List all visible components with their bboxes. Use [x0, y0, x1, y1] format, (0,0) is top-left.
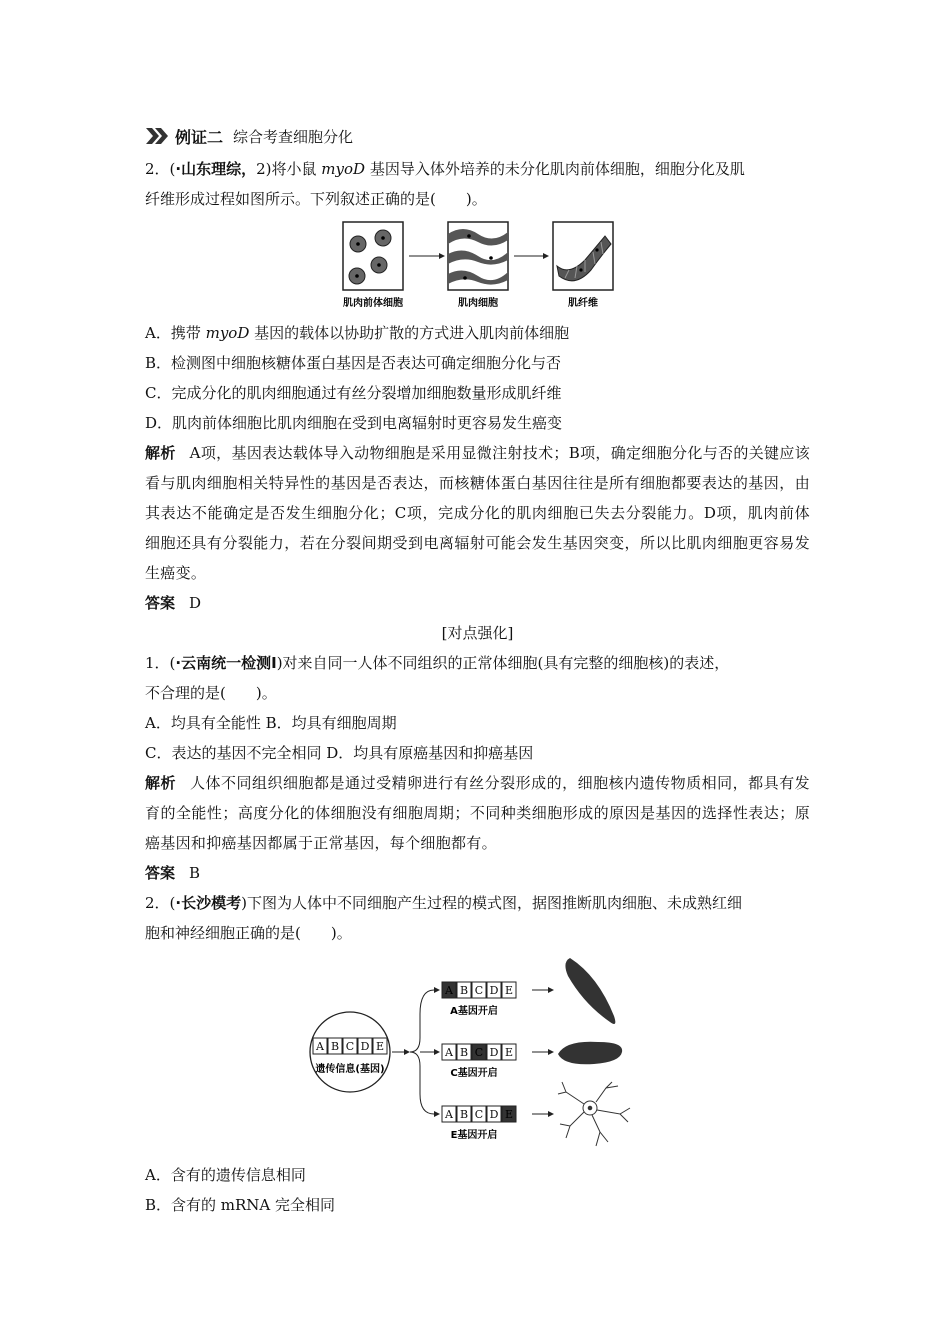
muscle-cell-shape [565, 958, 615, 1024]
figure-label-muscle-cell: 肌肉细胞 [457, 298, 498, 309]
q1-analysis: 解析 A项，基因表达载体导入动物细胞是采用显微注射技术；B项，确定细胞分化与否的关键应该看与肌肉细胞相关特异性的基因是否表达，而核糖体蛋白基因往往是所有细胞都要表达的基因，由其表达不能确定是否发生细胞分化；C项，完成分化的肌肉细胞已失去分裂能力。D项，肌肉前体细胞还具有分裂能力，若在分裂间期受到电离辐射可能会发生基因突变，所以比肌肉细胞更容易发生癌变。 [145, 444, 810, 582]
genetic-info-label: 遗传信息(基因) [314, 1064, 385, 1075]
muscle-differentiation-figure [333, 220, 623, 312]
heading-sub: 综合考查细胞分化 [233, 127, 354, 146]
q3-option-a: A．含有的遗传信息相同 [145, 1166, 306, 1184]
q1-source: ·山东理综， [175, 160, 257, 178]
q1-option-c: C．完成分化的肌肉细胞通过有丝分裂增加细胞数量形成肌纤维 [145, 384, 562, 402]
source-gene-letter-c: C [345, 1040, 354, 1053]
heading-main: 例证二 [175, 127, 224, 147]
q2-stem-line2: 不合理的是( )。 [145, 684, 277, 702]
branch-label-a: A基因开启 [449, 1006, 498, 1017]
q2-source: ·云南统一检测Ⅰ [175, 654, 277, 672]
source-gene-letter-b: B [330, 1040, 339, 1053]
branch-2-gene-letter-c: C [474, 1108, 483, 1121]
branch-0-gene-letter-a: A [444, 984, 453, 997]
branch-2-gene-letter-e: E [504, 1108, 513, 1121]
branch-2-gene-letter-d: D [489, 1108, 498, 1121]
q2-options-ab: A．均具有全能性 B．均具有细胞周期 [145, 714, 397, 732]
branch-label-e: E基因开启 [450, 1130, 497, 1141]
branch-2-gene-letter-b: B [459, 1108, 468, 1121]
branch-1-gene-letter-c: C [474, 1046, 483, 1059]
q3-option-b: B．含有的 mRNA 完全相同 [145, 1196, 336, 1214]
source-gene-letter-e: E [375, 1040, 384, 1053]
branch-0-gene-letter-b: B [459, 984, 468, 997]
q2-options-cd: C．表达的基因不完全相同 D．均具有原癌基因和抑癌基因 [145, 744, 534, 762]
branch-0-gene-letter-c: C [474, 984, 483, 997]
section-title: [对点强化] [441, 624, 514, 642]
q1-option-b: B．检测图中细胞核糖体蛋白基因是否表达可确定细胞分化与否 [145, 354, 562, 372]
branch-label-c: C基因开启 [449, 1068, 498, 1079]
answer-label: 答案 [145, 594, 176, 612]
branch-1-gene-letter-a: A [444, 1046, 453, 1059]
document-page [145, 118, 810, 1220]
branch-0-gene-letter-d: D [489, 984, 498, 997]
analysis-label: 解析 [145, 444, 176, 462]
gene-expression-figure [308, 954, 648, 1154]
q3-source: ·长沙模考 [175, 894, 242, 912]
branch-1-gene-letter-d: D [489, 1046, 498, 1059]
q1-gene: myoD [321, 160, 366, 178]
q1-answer: 答案 D [145, 594, 202, 612]
q1-stem-line2: 纤维形成过程如图所示。下列叙述正确的是( )。 [145, 190, 487, 208]
q3-stem-line1: 2．(·长沙模考)下图为人体中不同细胞产生过程的模式图，据图推断肌肉细胞、未成熟红细 [145, 894, 742, 912]
q2-answer: 答案 B [145, 864, 201, 882]
q1-stem-line1: 2．(·山东理综，2)将小鼠 myoD 基因导入体外培养的未分化肌肉前体细胞，细胞分化及肌 [145, 160, 745, 178]
q1-option-a: A．携带 myoD 基因的载体以协助扩散的方式进入肌肉前体细胞 [145, 324, 570, 342]
figure-label-precursor: 肌肉前体细胞 [342, 298, 403, 309]
q2-stem-line1: 1．(·云南统一检测Ⅰ)对来自同一人体不同组织的正常体细胞(具有完整的细胞核)的表述， [145, 654, 730, 672]
q1-option-d: D．肌肉前体细胞比肌肉细胞在受到电离辐射时更容易发生癌变 [145, 414, 563, 432]
branch-2-gene-letter-a: A [444, 1108, 453, 1121]
neuron-shape [558, 1082, 630, 1146]
figure-label-fiber: 肌纤维 [567, 298, 598, 309]
q3-stem-line2: 胞和神经细胞正确的是( )。 [145, 924, 352, 942]
double-chevron-icon [145, 127, 171, 145]
source-gene-letter-a: A [315, 1040, 324, 1053]
branch-1-gene-letter-e: E [504, 1046, 513, 1059]
source-gene-letter-d: D [360, 1040, 369, 1053]
branch-1-gene-letter-b: B [459, 1046, 468, 1059]
red-cell-shape [558, 1042, 622, 1065]
q2-analysis: 解析 人体不同组织细胞都是通过受精卵进行有丝分裂形成的，细胞核内遗传物质相同，都具有发育的全能性；高度分化的体细胞没有细胞周期；不同种类细胞形成的原因是基因的选择性表达；原癌基因和抑癌基因都属于正常基因，每个细胞都有。 [145, 774, 810, 852]
branch-0-gene-letter-e: E [504, 984, 513, 997]
section-heading [145, 118, 810, 154]
